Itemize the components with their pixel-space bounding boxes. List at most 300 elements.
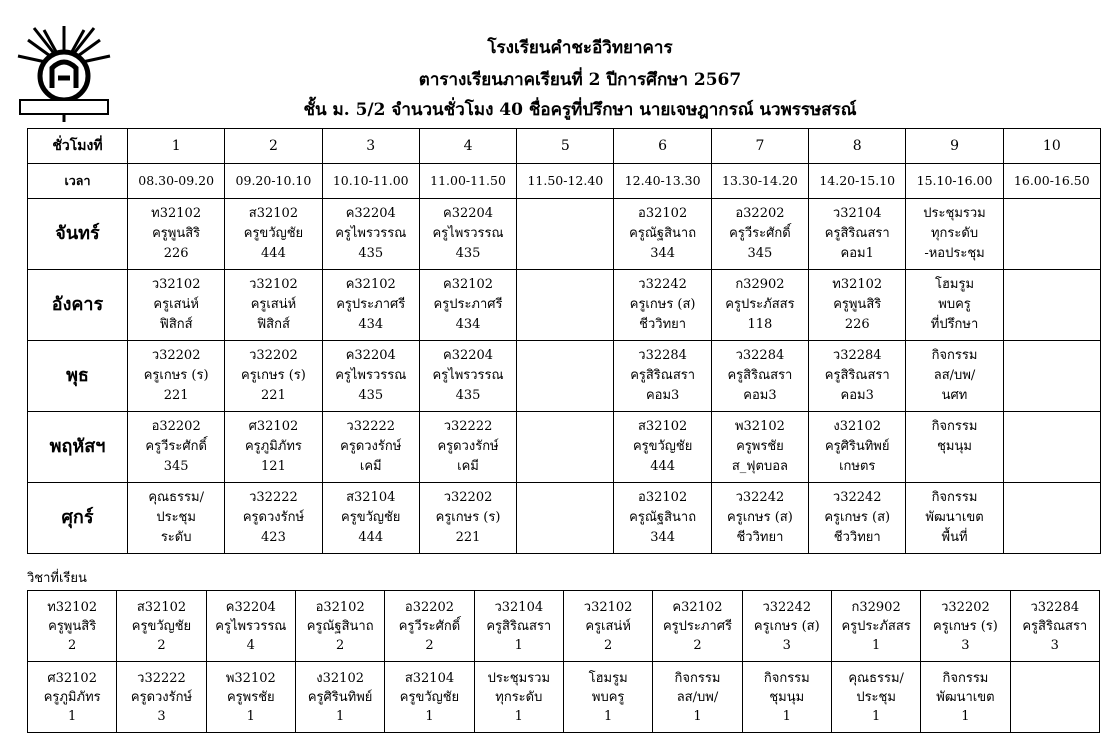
schedule-cell-line [1006,366,1098,386]
schedule-cell-line: ว32222 [346,419,396,434]
subject-cell-line: กิจกรรม [674,670,721,686]
schedule-cell-line [519,488,611,508]
subject-cell-line: ว32222 [137,670,186,686]
subject-cell-line: ค32102 [672,599,723,615]
schedule-cell-line: ส32102 [637,419,688,434]
subject-cell-line: 1 [871,708,881,724]
schedule-cell [906,199,1003,270]
subject-cell-line: คุณธรรม/ [848,670,904,686]
schedule-cell-line: ฟิสิกส์ [256,317,290,332]
schedule-cell-line: คอม1 [840,246,874,261]
schedule-cell-line: ทุกระดับ [930,226,979,241]
schedule-cell-line: 221 [261,388,286,403]
subject-cell-line: 1 [425,708,434,724]
schedule-cell-line [1006,295,1098,315]
subject-cell-line: ศ32102 [47,670,97,686]
schedule-cell [517,270,614,341]
subject-cell-line: ท32102 [47,599,98,615]
subject-cell [653,591,742,662]
schedule-cell-line [1006,244,1098,264]
schedule-cell [322,199,419,270]
schedule-cell-line: 221 [455,530,481,545]
schedule-cell-line: ชีววิทยา [736,530,784,545]
schedule-cell-line [1006,386,1098,406]
period-time: 15.10-16.00 [906,164,1003,199]
subject-cell [742,662,831,733]
schedule-cell [614,199,711,270]
subject-cell-line: ครูขวัญชัย [399,689,460,705]
subject-cell-line: 1 [514,637,523,653]
schedule-cell-line: 121 [261,459,286,474]
time-header-label: เวลา [28,164,128,199]
subject-cell-line: ว32104 [494,599,544,615]
period-number: 3 [322,129,419,164]
schedule-cell-line: ครูเกษร (ร) [241,368,306,383]
schedule-cell-line: ส32102 [248,206,299,221]
schedule-cell-line: ว32202 [151,348,201,363]
schedule-cell-line: ครูเกษร (ส) [824,510,891,525]
schedule-cell-line [1006,224,1098,244]
subject-cell-line: 1 [871,637,881,653]
schedule-cell [906,270,1003,341]
schedule-cell [225,483,322,554]
subject-cell-line: ส32102 [136,599,187,615]
schedule-cell-line: 435 [455,246,481,261]
schedule-cell-line: เคมี [457,459,479,474]
schedule-cell-line: ครูสิริณสรา [824,226,890,241]
schedule-cell [322,341,419,412]
schedule-cell-line: 344 [650,246,676,261]
subject-cell [474,662,563,733]
subject-cell-line: 3 [157,708,166,724]
schedule-cell-line: ท32102 [832,277,883,292]
subject-cell-line: อ32202 [404,599,455,615]
subject-cell-line: ครูศิรินทิพย์ [307,689,373,705]
subject-cell [385,662,474,733]
subject-cell-line: 1 [246,708,255,724]
schedule-cell-line: ฟิสิกส์ [159,317,193,332]
subject-cell-line [1012,669,1098,688]
schedule-cell-line: อ32202 [151,419,201,434]
schedule-cell-line: 221 [163,388,189,403]
schedule-cell-line [1006,315,1098,335]
schedule-cell-line: ครูดวงรักษ์ [242,510,305,525]
day-label: พฤหัสฯ [28,412,128,483]
subject-cell-line: ลส/บพ/ [676,689,719,705]
period-time: 10.10-11.00 [322,164,419,199]
schedule-cell [614,412,711,483]
subject-cell-line: ครูขวัญชัย [131,618,192,634]
schedule-cell-line: ครูสิริณสรา [727,368,793,383]
subject-cell-line: ครูพูนสิริ [48,618,97,634]
schedule-cell-line: ครูประภัสสร [725,297,795,312]
schedule-cell [906,412,1003,483]
schedule-cell-line: ครูเกษร (ส) [629,297,696,312]
subject-cell-line: ว32102 [583,599,633,615]
schedule-cell [419,341,516,412]
schedule-cell [128,483,225,554]
day-label: พุธ [28,341,128,412]
schedule-cell-line: ว32222 [249,490,298,505]
schedule-cell-line: ก32902 [735,277,785,292]
subject-cell-line: ครูณัฐสินาถ [306,618,374,634]
subject-cell-line: ค32204 [225,599,276,615]
period-time: 13.30-14.20 [711,164,808,199]
schedule-cell-line: ว32284 [638,348,687,363]
schedule-cell-line: ประชุม [156,510,196,525]
subject-cell [831,662,920,733]
school-name: โรงเรียนคำชะอีวิทยาคาร [487,38,673,58]
subject-cell-line: ครูดวงรักษ์ [130,689,193,705]
schedule-cell-line: ชุมนุม [937,439,972,454]
subject-cell-line [1012,707,1098,726]
schedule-cell-line: ว32102 [151,277,201,292]
schedule-cell-line: ท32102 [151,206,202,221]
schedule-cell-line: ครูไพรวรรณ [432,368,504,383]
period-number: 7 [711,129,808,164]
subject-cell-line: ครูไพรวรรณ [215,618,287,634]
schedule-cell-line: 435 [358,388,384,403]
schedule-cell-line: ค32102 [443,277,494,292]
schedule-cell [419,483,516,554]
schedule-cell-line [908,457,1000,477]
schedule-cell [614,341,711,412]
subject-cell-line: 2 [336,637,345,653]
schedule-cell-line [519,346,611,366]
schedule-cell-line: คุณธรรม/ [148,490,204,505]
subject-cell-line: 1 [68,708,77,724]
schedule-cell-line: 435 [358,246,384,261]
schedule-cell-line: คอม3 [645,388,680,403]
schedule-cell [322,270,419,341]
schedule-cell [517,341,614,412]
schedule-cell-line: ครูเกษร (ร) [435,510,501,525]
schedule-cell [225,199,322,270]
schedule-cell-line: ครูเกษร (ร) [143,368,209,383]
schedule-cell [225,341,322,412]
schedule-cell [517,483,614,554]
subject-cell [1010,662,1099,733]
schedule-cell [419,412,516,483]
schedule-cell-line: ศ32102 [248,419,299,434]
schedule-cell-line: คอม3 [840,388,874,403]
period-time: 12.40-13.30 [614,164,711,199]
period-time: 14.20-15.10 [809,164,906,199]
subject-cell-line: 2 [157,637,166,653]
subject-cell-line: 1 [603,708,613,724]
period-time: 09.20-10.10 [225,164,322,199]
schedule-cell-line [519,315,611,335]
schedule-cell [419,270,516,341]
schedule-cell-line: กิจกรรม [931,348,978,363]
subject-cell-line: พัฒนาเขต [936,689,995,705]
schedule-cell-line: คอม3 [743,388,777,403]
schedule-cell-line: ที่ปรึกษา [930,317,979,332]
schedule-cell [1003,270,1100,341]
schedule-cell-line [1006,488,1098,508]
schedule-cell-line: ครูไพรวรรณ [335,226,407,241]
schedule-cell-line: ค32204 [345,206,396,221]
schedule-cell-line: ว32202 [249,348,298,363]
subject-cell-line: 3 [961,637,970,653]
schedule-cell-line: ครูเสน่ห์ [153,297,199,312]
period-number: 10 [1003,129,1100,164]
subject-cell [28,591,117,662]
schedule-cell-line [1006,275,1098,295]
period-number: 1 [128,129,225,164]
schedule-cell-line: 118 [747,317,773,332]
schedule-cell-line: ครูสิริณสรา [630,368,696,383]
subject-cell-line: ทุกระดับ [495,689,543,705]
schedule-cell [517,412,614,483]
schedule-cell-line [1006,417,1098,437]
schedule-cell [711,199,808,270]
schedule-cell-line [519,417,611,437]
schedule-cell [711,270,808,341]
schedule-cell-line: ครูณัฐสินาถ [629,226,697,241]
schedule-cell [809,412,906,483]
schedule-cell-line [1006,346,1098,366]
schedule-cell-line: 226 [844,317,870,332]
schedule-cell-line: ว32284 [735,348,785,363]
subject-cell-line: ครูพรชัย [226,689,275,705]
schedule-cell-line: 434 [358,317,384,332]
subject-cell-line: 1 [782,708,791,724]
schedule-cell [711,341,808,412]
subject-cell [921,662,1010,733]
schedule-cell-line: ว32102 [249,277,298,292]
schedule-cell-line: ครูไพรวรรณ [432,226,504,241]
schedule-cell [322,412,419,483]
subject-cell [117,591,206,662]
subject-cell-line: 1 [514,708,523,724]
schedule-cell [614,483,711,554]
schedule-cell [1003,341,1100,412]
subject-cell-line: ครูเกษร (ส) [753,618,820,634]
day-label: ศุกร์ [28,483,128,554]
schedule-cell-line: ส32104 [346,490,396,505]
period-number: 4 [419,129,516,164]
period-time: 11.00-11.50 [419,164,516,199]
subject-cell [117,662,206,733]
schedule-cell [128,341,225,412]
subject-cell-line: ครูเกษร (ร) [933,618,998,634]
subject-cell-line: พบครู [591,689,625,705]
schedule-cell-line: 435 [455,388,481,403]
schedule-cell-line: 444 [650,459,676,474]
schedule-cell-line: ครูสิริณสรา [824,368,890,383]
schedule-cell-line: ครูภูมิภัทร [244,439,302,454]
subject-cell-line: กิจกรรม [763,670,810,686]
day-label: อังคาร [28,270,128,341]
subject-cell-line: ประชุม [856,689,896,705]
subjects-table [27,590,1100,733]
subjects-caption: วิชาที่เรียน [27,571,87,586]
schedule-cell-line: อ32102 [638,206,688,221]
schedule-cell-line: ครูขวัญชัย [341,510,401,525]
schedule-cell-line: ครูพรชัย [736,439,784,454]
schedule-cell-line [1006,457,1098,477]
subject-cell-line: ครูสิริณสรา [486,618,552,634]
subject-cell-line: 2 [693,637,702,653]
period-number: 9 [906,129,1003,164]
subject-cell [28,662,117,733]
subject-cell [206,591,295,662]
schedule-cell-line: ลส/บพ/ [933,368,976,383]
subject-cell-line: ครูประภัสสร [841,618,911,634]
schedule-cell-line: ครูขวัญชัย [632,439,693,454]
schedule-cell-line [1006,204,1098,224]
schedule-cell-line: ว32242 [832,490,882,505]
subject-cell-line: 3 [1050,637,1059,653]
period-number: 2 [225,129,322,164]
period-number: 6 [614,129,711,164]
subject-cell [206,662,295,733]
schedule-cell-line: 434 [455,317,481,332]
schedule-table [27,128,1101,554]
schedule-cell [809,341,906,412]
schedule-cell-line: ค32102 [345,277,396,292]
schedule-cell-line: ครูเกษร (ส) [727,510,793,525]
schedule-cell-line [519,295,611,315]
schedule-cell-line: ครูขวัญชัย [243,226,304,241]
subject-cell [295,591,384,662]
schedule-cell-line [1006,508,1098,528]
schedule-cell-line: ครูณัฐสินาถ [629,510,697,525]
schedule-cell-line [519,204,611,224]
subject-cell-line: ว32284 [1030,599,1080,615]
schedule-cell-line: ชีววิทยา [833,530,881,545]
schedule-cell-line [1006,437,1098,457]
period-time: 08.30-09.20 [128,164,225,199]
subject-cell-line: 3 [782,637,791,653]
schedule-cell [419,199,516,270]
subject-cell [653,662,742,733]
schedule-cell-line: อ32202 [735,206,785,221]
subject-cell [295,662,384,733]
schedule-cell-line: ครูประภาศรี [433,297,503,312]
schedule-cell-line: ครูวีระศักดิ์ [729,226,791,241]
schedule-cell-line: -หอประชุม [924,246,985,261]
schedule-cell [1003,199,1100,270]
schedule-cell-line: ประชุมรวม [923,206,986,221]
subject-cell [563,662,652,733]
subject-cell-line: ว32202 [941,599,990,615]
schedule-cell [1003,483,1100,554]
period-time: 11.50-12.40 [517,164,614,199]
class-info: ชั้น ม. 5/2 จำนวนชั่วโมง 40 ชื่อครูที่ปรึกษา นายเจษฎากรณ์ นวพรรษสรณ์ [303,100,857,120]
schedule-cell-line: ว32202 [443,490,493,505]
subject-cell-line: ว32242 [762,599,812,615]
schedule-cell-line: โฮมรูม [935,277,975,292]
subject-cell-line: ชุมนุม [769,689,805,705]
schedule-cell-line: อ32102 [638,490,688,505]
schedule-cell-line [519,508,611,528]
schedule-cell-line [519,275,611,295]
subject-cell [474,591,563,662]
schedule-cell-line: ครูพูนสิริ [833,297,882,312]
schedule-cell-line: ค32204 [443,206,494,221]
period-number: 8 [809,129,906,164]
schedule-cell-line: กิจกรรม [931,490,978,505]
subject-cell-line: ครูสิริณสรา [1022,618,1088,634]
period-time: 16.00-16.50 [1003,164,1100,199]
schedule-cell-line: พ32102 [734,419,785,434]
schedule-cell [225,412,322,483]
schedule-cell-line: ครูเสน่ห์ [250,297,297,312]
schedule-cell-line: 444 [358,530,384,545]
schedule-cell [517,199,614,270]
schedule-cell-line [519,457,611,477]
schedule-cell-line: ระดับ [160,530,192,545]
schedule-cell [906,341,1003,412]
schedule-cell-line: พัฒนาเขต [925,510,984,525]
schedule-cell [128,270,225,341]
period-number: 5 [517,129,614,164]
schedule-cell [322,483,419,554]
subject-cell-line: 1 [336,708,345,724]
period-header-label: ชั่วโมงที่ [28,129,128,164]
subject-cell [385,591,474,662]
subject-cell [921,591,1010,662]
subject-cell-line: ประชุมรวม [487,670,551,686]
schedule-cell-line: ครูศิรินทิพย์ [824,439,890,454]
schedule-cell-line: ว32242 [735,490,785,505]
schedule-cell-line: ครูพูนสิริ [152,226,201,241]
schedule-cell [906,483,1003,554]
schedule-cell-line: 345 [163,459,189,474]
schedule-cell-line: ครูดวงรักษ์ [340,439,402,454]
schedule-cell-line: เคมี [359,459,382,474]
schedule-cell-line: ว32104 [832,206,882,221]
subject-cell [831,591,920,662]
subject-cell [1010,591,1099,662]
schedule-cell-line: ครูดวงรักษ์ [437,439,499,454]
schedule-cell-line [519,528,611,548]
schedule-cell-line: พื้นที่ [941,530,968,545]
schedule-cell [128,199,225,270]
subject-cell-line: 2 [425,637,434,653]
term-title: ตารางเรียนภาคเรียนที่ 2 ปีการศึกษา 2567 [418,70,742,90]
schedule-cell-line: ว32222 [443,419,493,434]
schedule-cell-line: พบครู [938,297,971,312]
schedule-cell-line: ครูวีระศักดิ์ [145,439,207,454]
schedule-cell-line: 444 [261,246,286,261]
subject-cell-line: ก32902 [851,599,901,615]
subject-cell-line: ง32102 [316,670,364,686]
subject-cell-line: ครูวีระศักดิ์ [398,618,461,634]
schedule-cell-line [519,366,611,386]
schedule-cell-line: ว32284 [832,348,882,363]
schedule-cell-line: 345 [747,246,773,261]
day-label: จันทร์ [28,199,128,270]
schedule-cell-line [519,437,611,457]
subject-cell-line: ครูประภาศรี [662,618,732,634]
subject-cell-line: โฮมรูม [588,670,628,686]
subject-cell-line: ส32104 [404,670,455,686]
schedule-cell-line: ครูประภาศรี [336,297,406,312]
subject-cell-line: พ32102 [225,670,276,686]
schedule-cell-line [519,224,611,244]
subject-cell [742,591,831,662]
subject-cell-line: ครูเสน่ห์ [585,618,631,634]
schedule-cell-line: ส_ฟุตบอล [731,459,788,474]
school-logo [14,22,114,122]
schedule-cell-line: ง32102 [833,419,882,434]
schedule-cell-line [519,386,611,406]
schedule-cell-line: ค32204 [443,348,494,363]
subject-cell-line: 1 [961,708,970,724]
